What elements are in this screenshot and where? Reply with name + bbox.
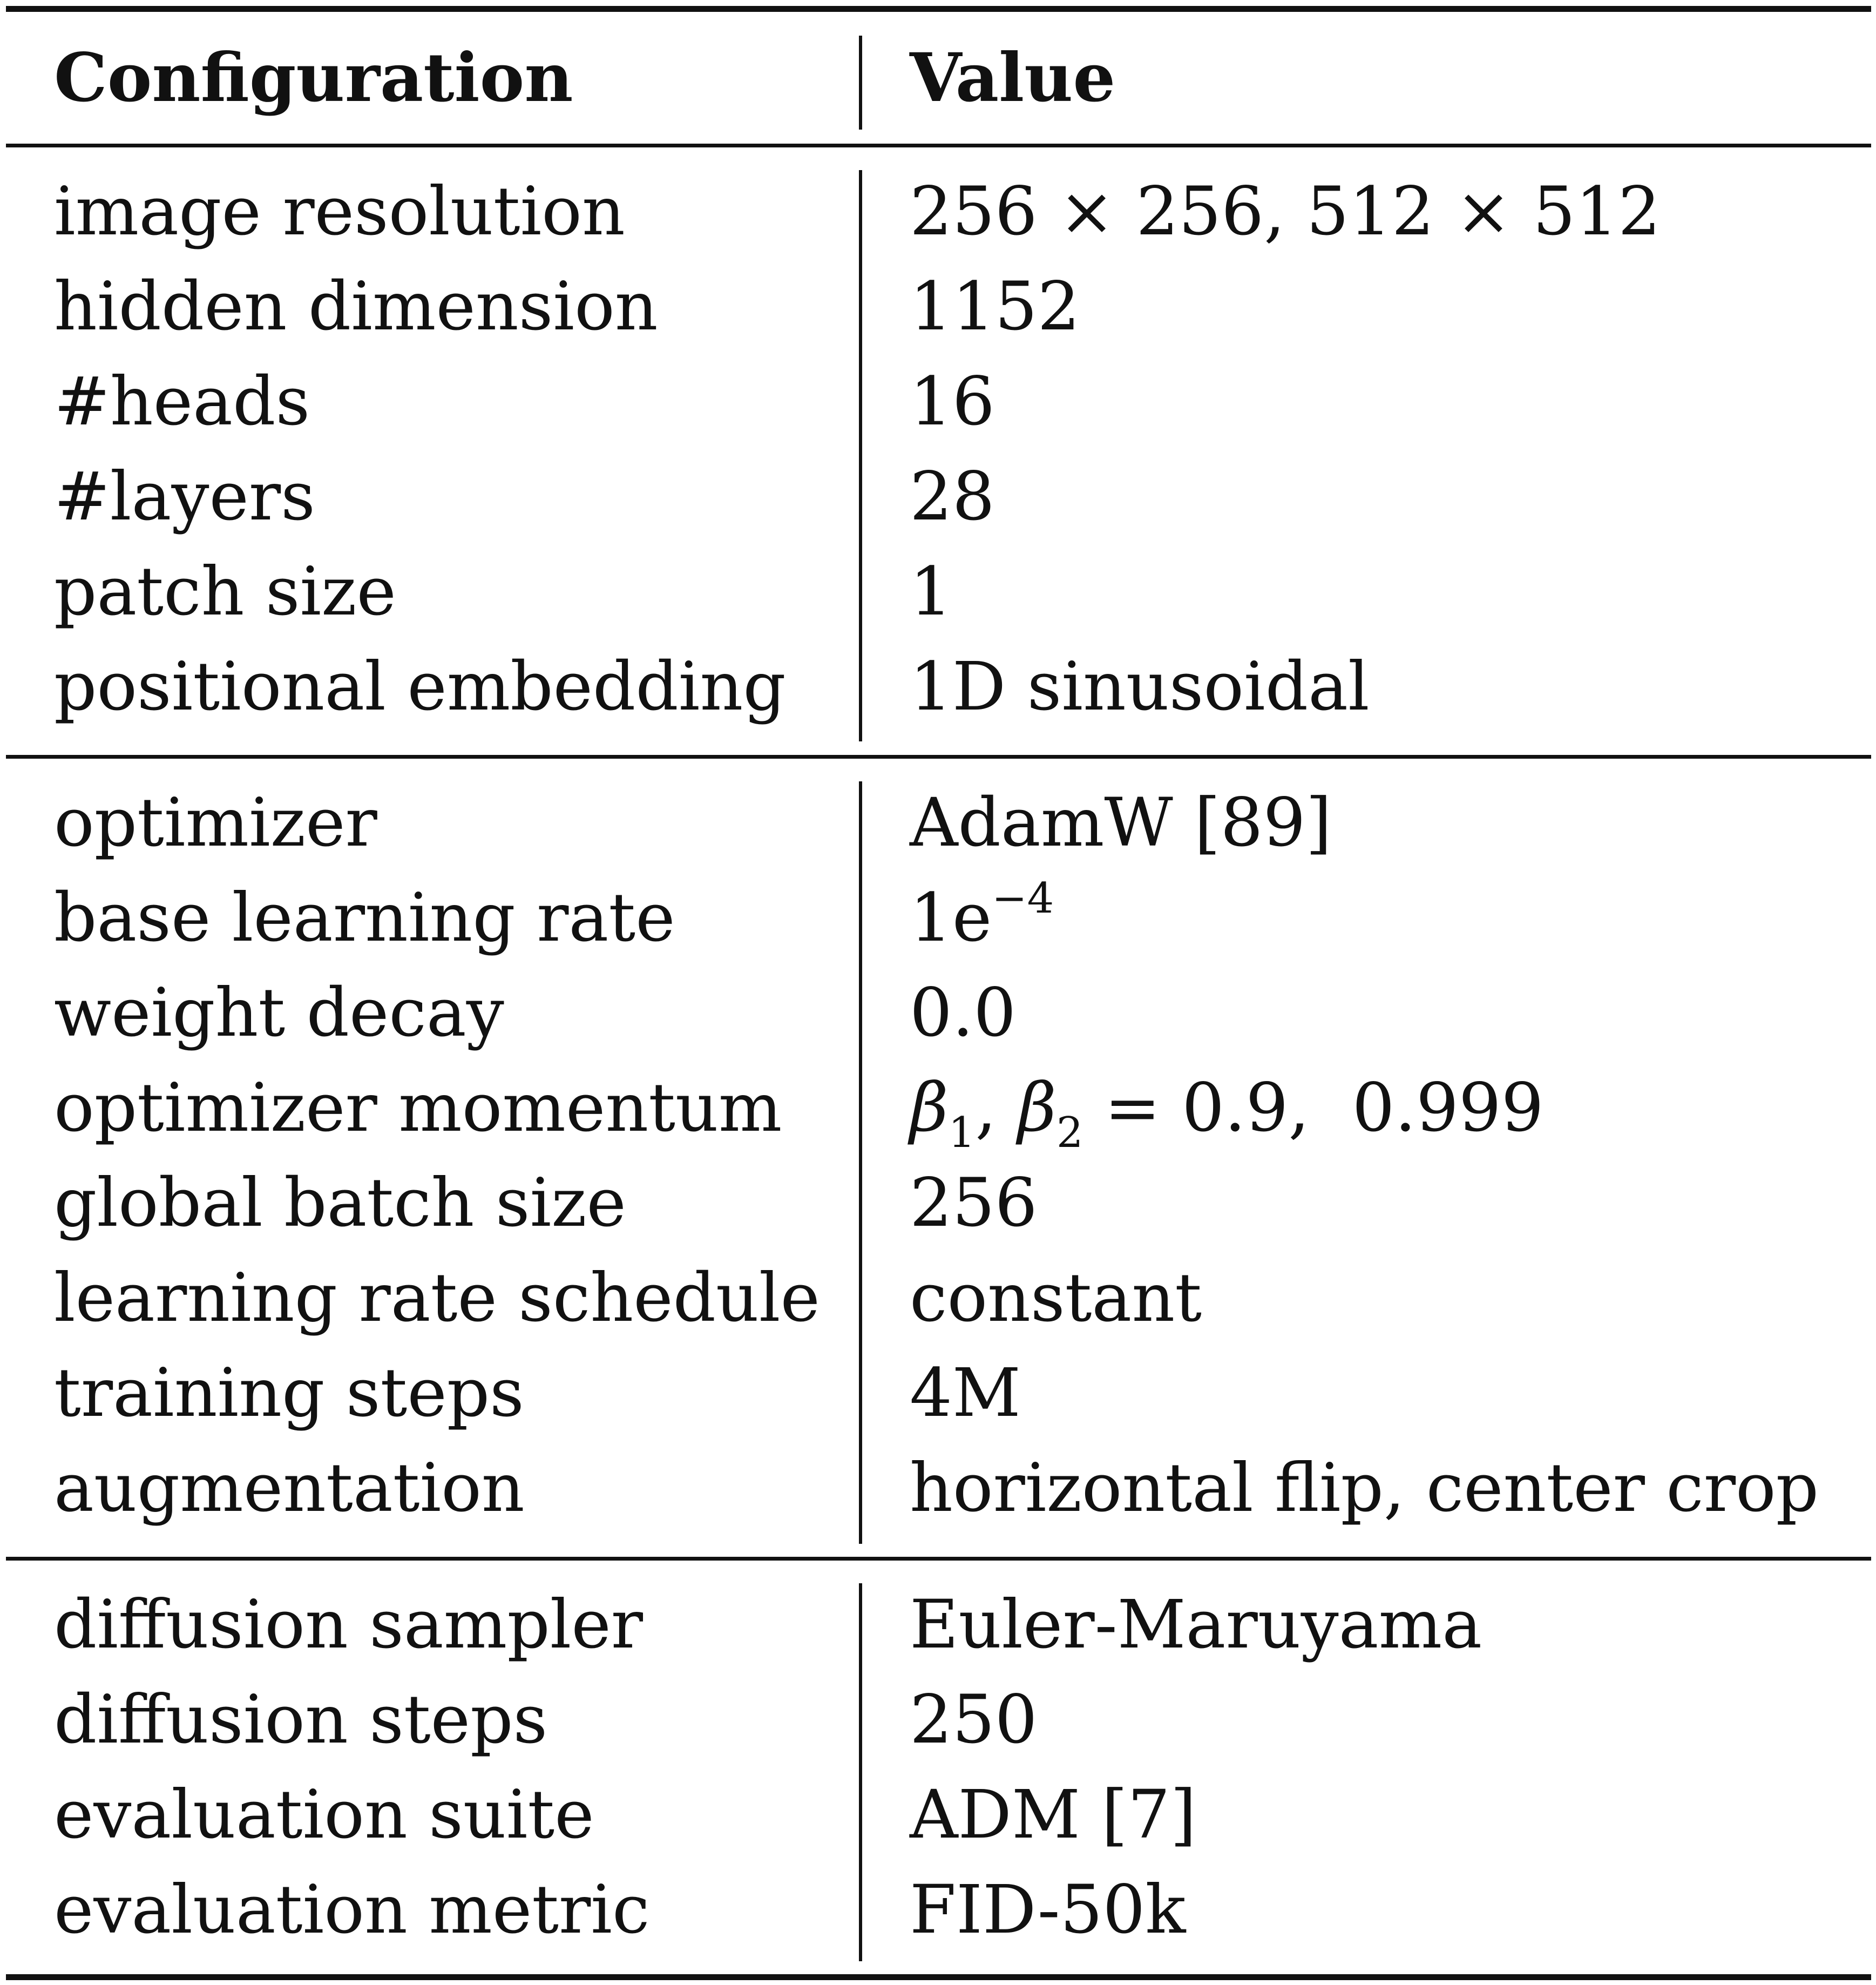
beta-subscript: 2 [1056, 1109, 1083, 1157]
config-label: evaluation suite [54, 1776, 594, 1854]
config-label: #layers [54, 458, 315, 536]
config-value: horizontal flip, center crop [910, 1449, 1819, 1527]
config-value: 1 [910, 553, 952, 631]
config-value [910, 1061, 1544, 1156]
config-value [910, 870, 1054, 966]
config-value: AdamW [89] [910, 784, 1332, 862]
config-label: optimizer momentum [54, 1069, 782, 1147]
config-value: 250 [910, 1681, 1038, 1759]
comma-separator: , [975, 1069, 1018, 1147]
value-exponent: −4 [992, 874, 1054, 923]
header-rule [6, 144, 1871, 147]
config-value: Euler-Maruyama [910, 1586, 1482, 1664]
config-value: 1152 [910, 268, 1080, 346]
config-label: positional embedding [54, 648, 786, 726]
column-header-value: Value [910, 39, 1116, 117]
table-bottom-rule [6, 1974, 1871, 1980]
config-value: 256 × 256, 512 × 512 [910, 173, 1661, 251]
config-label: hidden dimension [54, 268, 658, 346]
config-value: 256 [910, 1164, 1038, 1242]
config-value: FID-50k [910, 1871, 1186, 1949]
column-header-configuration: Configuration [54, 39, 573, 117]
column-separator [859, 36, 862, 130]
momentum-values: = 0.9, 0.999 [1083, 1069, 1544, 1147]
config-label: augmentation [54, 1449, 525, 1527]
config-label: training steps [54, 1354, 524, 1432]
config-label: global batch size [54, 1164, 626, 1242]
config-value: 16 [910, 363, 995, 441]
config-value: 0.0 [910, 974, 1017, 1052]
config-value: 1D sinusoidal [910, 648, 1370, 726]
config-value: ADM [7] [910, 1776, 1196, 1854]
config-label: weight decay [54, 974, 504, 1052]
config-label: image resolution [54, 173, 625, 251]
column-separator [859, 1583, 862, 1961]
column-separator [859, 781, 862, 1544]
config-value: 4M [910, 1354, 1021, 1432]
config-label: learning rate schedule [54, 1259, 820, 1337]
beta-symbol: β [1018, 1069, 1056, 1147]
config-label: optimizer [54, 784, 377, 862]
config-label: diffusion sampler [54, 1586, 644, 1664]
column-separator [859, 170, 862, 741]
config-value: 28 [910, 458, 995, 536]
section-rule-2 [6, 1557, 1871, 1561]
beta-subscript: 1 [948, 1109, 976, 1157]
config-label: patch size [54, 553, 396, 631]
config-label: evaluation metric [54, 1871, 650, 1949]
config-label: #heads [54, 363, 310, 441]
table-top-rule [6, 6, 1871, 12]
config-label: base learning rate [54, 879, 675, 957]
beta-symbol: β [910, 1069, 949, 1147]
value-base: 1e [910, 879, 992, 957]
section-rule-1 [6, 755, 1871, 759]
config-label: diffusion steps [54, 1681, 548, 1759]
config-value: constant [910, 1259, 1202, 1337]
